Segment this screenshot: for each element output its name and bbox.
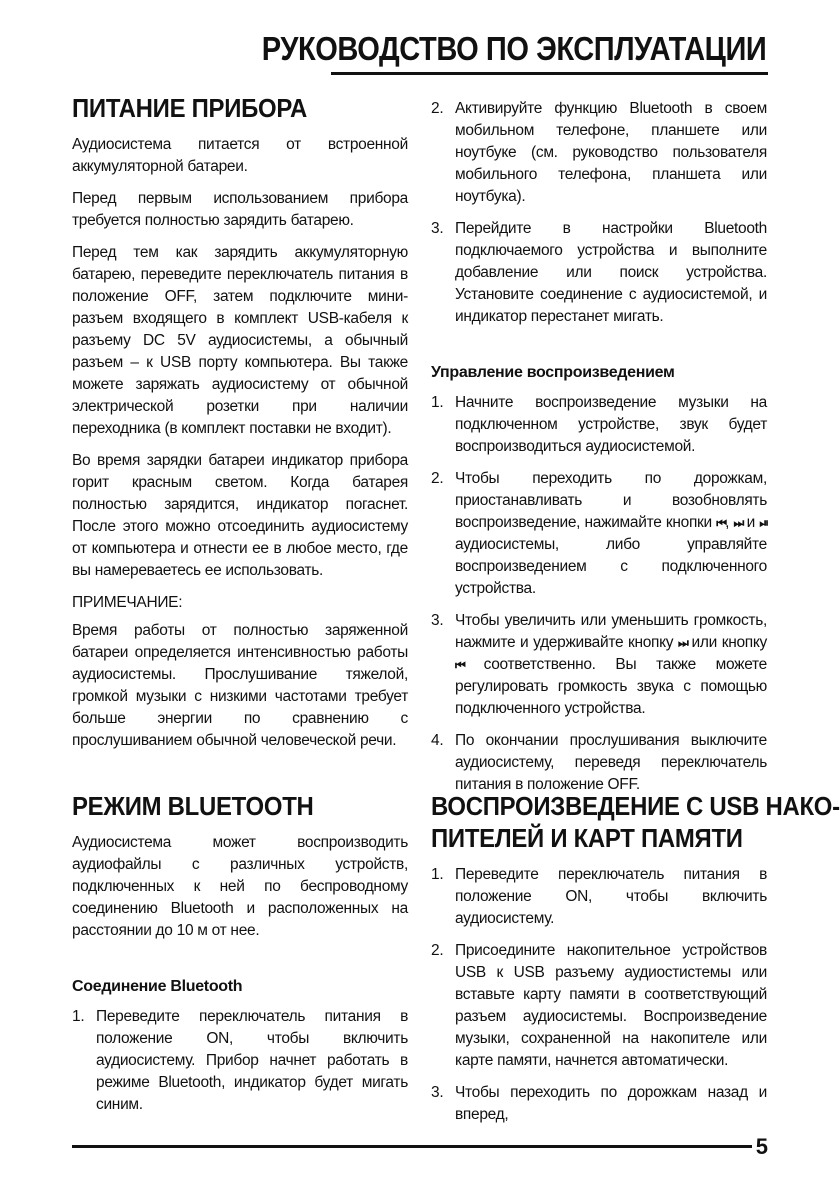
step-text: Перейдите в настройки Bluetooth подключаемого устройства и выполните добавление или поиск устройства. Установите соединение с аудиосистемой, и индикатор перестанет мигать. <box>455 220 767 325</box>
power-paragraph-3: Перед тем как зарядить аккумуляторную батарею, переведите переключатель питания в положение OFF, затем подключите мини-разъем входящего в комплект USB-кабеля к разъему DC 5V аудиосистемы, а обычный разъем – к USB порту компьютера. Вы также можете заряжать аудиосистему от обычной электрической розетки при наличии переходника (в комплект поставки не входит). <box>72 244 408 437</box>
step-text: соответственно. Вы также можете регулировать громкость звука с помощью подключенного устройства. <box>455 656 767 717</box>
right-top-column <box>431 98 767 806</box>
bluetooth-title: РЕЖИМ BLUETOOTH <box>72 791 314 821</box>
usb-section <box>431 790 840 1136</box>
usb-steps <box>431 864 767 1126</box>
note-label: ПРИМЕЧАНИЕ: <box>72 594 183 611</box>
step-number: 3. <box>431 1084 444 1101</box>
step-text: По окончании прослушивания выключите аудиосистему, переведя переключатель питания в положение OFF. <box>455 732 767 793</box>
list-item <box>431 392 767 458</box>
step-text: Чтобы увеличить или уменьшить громкость, нажмите и удерживайте кнопку <box>455 612 767 651</box>
list-item <box>431 610 767 720</box>
page-number: 5 <box>755 1134 768 1159</box>
list-item <box>431 730 767 796</box>
bt-steps-continued <box>431 98 767 328</box>
list-item <box>72 1006 408 1116</box>
previous-track-icon: ⏮ <box>455 658 464 672</box>
previous-track-icon: ⏮ <box>716 516 726 530</box>
list-item <box>431 468 767 600</box>
step-number: 2. <box>431 942 444 959</box>
power-title: ПИТАНИЕ ПРИБОРА <box>72 93 307 123</box>
power-paragraph-4: Во время зарядки батареи индикатор прибора горит красным светом. Когда батарея полностью зарядится, индикатор погаснет. После этого можно отсоединить аудиосистему от компьютера и отнести ее в любое место, где вы намереваетесь ее использовать. <box>72 452 408 579</box>
list-item <box>431 1082 767 1126</box>
step-text: Чтобы переходить по дорожкам назад и вперед, <box>455 1084 767 1123</box>
list-item <box>431 218 767 328</box>
power-paragraph-2: Перед первым использованием прибора требуется полностью зарядить батарею. <box>72 190 408 229</box>
separator-text: и <box>746 514 756 531</box>
step-number: 1. <box>72 1008 85 1025</box>
step-number: 3. <box>431 612 444 629</box>
note-text: Время работы от полностью заряженной батареи определяется интенсивностью работы аудиосистемы. Прослушивание тяжелой, громкой музыки с низкими частотами требует больше энергии по сравнению с прослушиванием обычной человеческой речи. <box>72 622 408 749</box>
playback-steps <box>431 392 767 796</box>
step-text: Присоедините накопительное устройствов USB к USB разъему аудиостистемы или вставьте карту памяти в соответствующий разъем аудиосистемы. Воспроизведение музыки, сохраненной на накопителе или карте памяти, начнется автоматически. <box>455 942 767 1069</box>
step-number: 3. <box>431 220 444 237</box>
step-text: Начните воспроизведение музыки на подключенном устройстве, звук будет воспроизводиться аудиосистемой. <box>455 394 767 455</box>
step-number: 1. <box>431 866 444 883</box>
header-rule <box>331 72 768 75</box>
bluetooth-section <box>72 790 408 1126</box>
playback-title: Управление воспроизведением <box>431 364 675 381</box>
list-item <box>431 940 767 1072</box>
step-text: Активируйте функцию Bluetooth в своем мобильном телефоне, планшете или ноутбуке (см. руководство пользователя мобильного телефона, планшета или ноутбука). <box>455 100 767 205</box>
step-number: 2. <box>431 470 444 487</box>
bluetooth-connection-title: Соединение Bluetooth <box>72 978 243 995</box>
step-number: 2. <box>431 100 444 117</box>
bluetooth-steps <box>72 1006 408 1116</box>
next-track-icon: ⏭ <box>677 636 687 650</box>
bluetooth-paragraph: Аудиосистема может воспроизводить аудиофайлы с различных устройств, подключенных к ней по беспроводному соединению Bluetooth и расположенных на расстоянии до 10 м от нее. <box>72 834 408 939</box>
power-paragraph-1: Аудиосистема питается от встроенной аккумуляторной батареи. <box>72 136 408 175</box>
separator-text: или кнопку <box>691 634 767 651</box>
list-item <box>431 98 767 208</box>
step-number: 4. <box>431 732 444 749</box>
page-header: РУКОВОДСТВО ПО ЭКСПЛУАТАЦИИ <box>261 30 766 67</box>
step-text: Чтобы переходить по дорожкам, приостанавливать и возобновлять воспроизведение, нажимайте кнопки <box>455 470 767 531</box>
step-text: Переведите переключатель питания в положение ON, чтобы включить аудиосистему. Прибор начнет работать в режиме Bluetooth, индикатор будет мигать синим. <box>96 1008 408 1113</box>
step-text: аудиосистемы, либо управляйте воспроизведением с подключенного устройства. <box>455 536 767 597</box>
usb-title-line-2: ПИТЕЛЕЙ И КАРТ ПАМЯТИ <box>431 823 743 853</box>
next-track-icon: ⏭ <box>733 516 743 530</box>
footer-rule <box>72 1145 752 1148</box>
play-pause-icon: ⏯ <box>759 516 767 530</box>
list-item <box>431 864 767 930</box>
power-section <box>72 92 408 762</box>
separator-text: , <box>725 514 730 531</box>
usb-title-line-1: ВОСПРОИЗВЕДЕНИЕ С USB НАКО- <box>431 791 840 821</box>
step-number: 1. <box>431 394 444 411</box>
step-text: Переведите переключатель питания в положение ON, чтобы включить аудиосистему. <box>455 866 767 927</box>
